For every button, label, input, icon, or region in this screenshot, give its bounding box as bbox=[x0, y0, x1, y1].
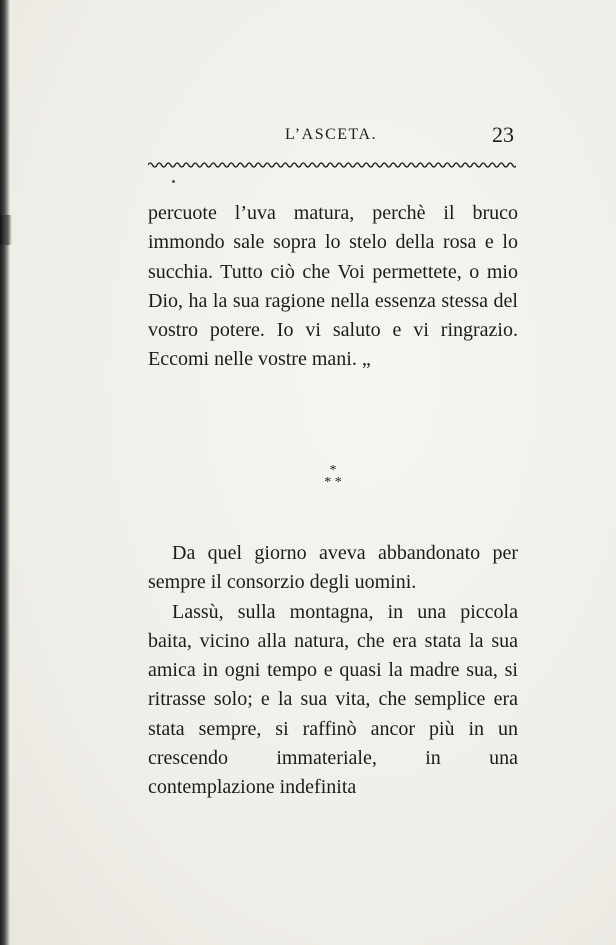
passage-two bbox=[148, 539, 518, 803]
passage-one bbox=[148, 199, 518, 375]
passage-two-paragraph-2: Lassù, sulla montagna, in una piccola baita, vicino alla natura, che era stata la sua amica in ogni tempo e quasi la madre sua, si ritrasse solo; e la sua vita, che semplice era stata sempre, si raffinò ancor più in un crescendo immateriale, in una contemplazione indefinita bbox=[148, 600, 518, 799]
book-spine-notch bbox=[0, 215, 12, 245]
asterism bbox=[318, 465, 348, 489]
passage-two-paragraph-1: Da quel giorno aveva abbandonato per sempre il consorzio degli uomini. bbox=[148, 542, 518, 594]
running-title: L’ASCETA. bbox=[285, 126, 378, 143]
page-number: 23 bbox=[492, 122, 514, 147]
book-spine-shadow bbox=[0, 0, 10, 945]
asterism-top: * bbox=[329, 463, 337, 478]
ink-speck bbox=[172, 180, 175, 183]
wavy-rule-icon bbox=[148, 160, 516, 170]
page-header bbox=[150, 122, 516, 154]
ornament-rule bbox=[148, 160, 516, 170]
asterism-bottom: * * bbox=[324, 475, 342, 490]
passage-one-paragraph: percuote l’uva matura, perchè il bruco immondo sale sopra lo stelo della rosa e lo succhia. Tutto ciò che Voi permettete, o mio Dio, ha la sua ragione nella essenza stessa del vostro potere. Io vi saluto e vi ringrazio. Eccomi nelle vostre mani. „ bbox=[148, 202, 518, 371]
wavy-rule-line bbox=[148, 163, 516, 167]
